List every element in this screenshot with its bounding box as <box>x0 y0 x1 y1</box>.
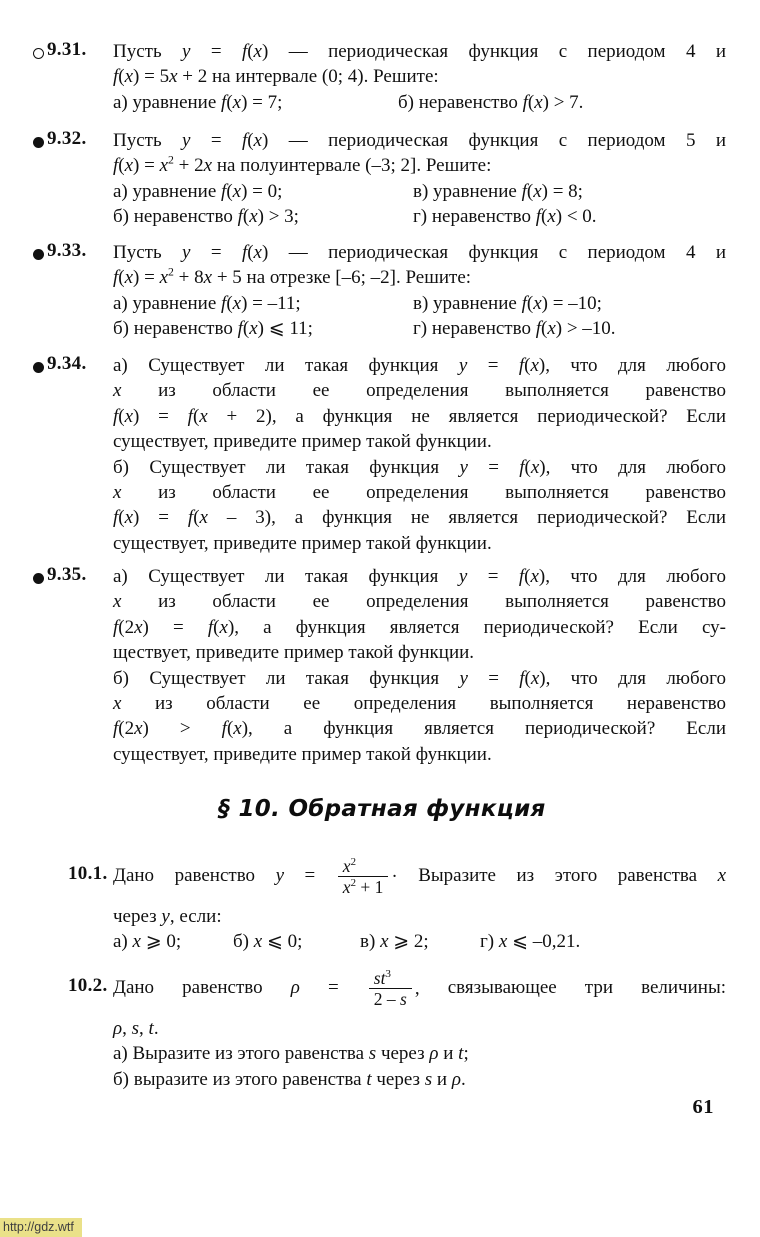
superscript: 2 <box>168 266 174 280</box>
math-var: f <box>113 155 119 177</box>
superscript: 2 <box>350 855 356 868</box>
math-var: s <box>400 989 407 1010</box>
math-var: f <box>221 180 227 202</box>
math-var: s <box>131 1018 140 1039</box>
math-var: y <box>458 566 468 587</box>
problem-number: 9.34. <box>47 353 87 374</box>
math-var: x <box>533 180 542 202</box>
math-var: y <box>182 242 191 263</box>
math-var: y <box>182 41 191 62</box>
problem-subitem: в) уравнение f(x) = 8; <box>413 180 583 202</box>
problem-line: а) Существует ли такая функция y = f(x), что для любого <box>113 355 726 376</box>
problem-line <box>113 929 726 954</box>
problem-line: существует, приведите пример такой функции. <box>113 743 492 765</box>
math-var: x <box>124 66 134 88</box>
math-var: f <box>519 667 525 689</box>
problem-subitem: г) неравенство f(x) > –10. <box>413 318 616 340</box>
math-var: x <box>232 292 242 314</box>
math-var: y <box>182 130 191 151</box>
problem-line <box>113 204 726 229</box>
math-var: x <box>203 155 213 177</box>
problem-line: а) Выразите из этого равенства s через ρ и t; <box>113 1043 469 1065</box>
math-var: x <box>134 616 143 638</box>
problem-subitem: а) уравнение f(x) = 0; <box>113 180 283 202</box>
math-var: ρ <box>451 1068 461 1090</box>
math-var: x <box>199 507 208 529</box>
problem-subitem: б) неравенство f(x) ⩽ 11; <box>113 318 313 340</box>
math-var: f <box>521 292 527 314</box>
problem-line: f(2x) = f(x), а функция является периодической? Если су- <box>113 616 726 638</box>
problem-line: x из области ее определения выполняется неравенство <box>113 692 726 714</box>
punctuation-after-fraction: , <box>414 977 420 999</box>
punctuation-after-fraction: · <box>391 865 398 887</box>
math-var: f <box>241 130 248 151</box>
section-heading: § 10. Обратная функция <box>218 796 546 822</box>
math-var: x <box>113 380 122 402</box>
problem-line: $f(x) = x^2 + 2x$ на полуинтервале (–3; 2]. Решите: <box>113 154 492 177</box>
math-var: x <box>547 318 556 340</box>
problem-line: f(x) = 5x + 2 на интервале (0; 4). Решите: <box>113 66 439 88</box>
math-var: x <box>124 405 134 427</box>
math-var: f <box>521 180 527 202</box>
math-var: f <box>113 267 119 289</box>
math-var: x <box>124 507 134 529</box>
problem-line: Дано равенство y = $\frac{x^2}{x^2 + 1}$ · Выразите из этого равенства x <box>113 855 726 898</box>
problem-line: Пусть y = f(x) — периодическая функция с периодом 5 и <box>113 130 727 151</box>
problem-line: Дано равенство ρ = $\frac{st^3}{2 - s}$ , связывающее три величины: <box>113 967 726 1010</box>
math-var: x <box>113 481 122 503</box>
math-var: x <box>717 865 726 886</box>
math-var: f <box>113 616 119 638</box>
math-var: f <box>187 405 193 427</box>
problem-10.2 <box>38 960 726 1092</box>
math-var: f <box>113 507 119 529</box>
problem-line <box>113 90 726 115</box>
fraction-numerator <box>338 856 389 877</box>
math-var: x <box>533 292 542 314</box>
math-var: f <box>113 66 119 88</box>
math-var: y <box>275 865 285 886</box>
math-var: y <box>459 456 468 478</box>
math-var: f <box>187 507 194 529</box>
superscript: 3 <box>385 967 391 980</box>
math-var: x <box>253 41 262 62</box>
math-var: x <box>199 405 208 427</box>
math-var: x <box>530 355 539 376</box>
fraction-denominator: $x^2 + 1$ <box>338 876 389 898</box>
problem-subitem: а) уравнение f(x) = –11; <box>113 292 301 314</box>
math-var: f <box>535 318 541 340</box>
math-var: ρ <box>429 1043 439 1065</box>
problem-subitem: г) x ⩽ –0,21. <box>480 931 581 953</box>
superscript: 2 <box>350 877 356 890</box>
math-var: x <box>249 206 258 228</box>
math-var: x <box>233 718 242 740</box>
difficulty-open-circle-icon <box>33 48 44 59</box>
problem-line: x из области ее определения выполняется равенство <box>113 380 726 402</box>
problem-line: а) Существует ли такая функция y = f(x), что для любого <box>113 566 726 587</box>
problem-line: f(2x) > f(x), а функция является периодической? Если <box>113 718 726 740</box>
math-var: x <box>134 718 143 740</box>
problem-line <box>113 316 726 341</box>
problem-9.32 <box>38 128 726 230</box>
problem-line: ществует, приведите пример такой функции. <box>113 642 475 664</box>
problem-number: 9.31. <box>47 39 87 60</box>
fraction <box>338 856 389 898</box>
problem-number: 9.32. <box>47 128 87 149</box>
math-var: y <box>458 355 468 376</box>
problem-number: 10.2. <box>68 975 108 996</box>
math-var: x <box>249 318 258 340</box>
problem-number: 10.1. <box>68 863 108 884</box>
problem-subitem: в) x ⩾ 2; <box>360 931 429 953</box>
math-var: x <box>232 91 242 113</box>
problem-10.1 <box>38 848 726 955</box>
problem-subitem: г) неравенство f(x) < 0. <box>413 206 597 228</box>
math-var: x <box>219 616 228 638</box>
math-var: x <box>159 267 169 289</box>
math-var: x <box>342 855 351 876</box>
math-var: f <box>518 566 525 587</box>
math-var: f <box>237 318 243 340</box>
math-var: st <box>373 967 386 988</box>
problem-line: f(x) = f(x + 2), а функция не является периодической? Если <box>113 405 726 427</box>
math-var: f <box>221 91 227 113</box>
math-var: f <box>221 718 227 740</box>
math-var: x <box>342 877 351 898</box>
math-var: f <box>535 206 541 228</box>
math-var: x <box>534 91 543 113</box>
math-var: s <box>368 1043 377 1065</box>
math-var: x <box>530 667 540 689</box>
problem-line: Пусть y = f(x) — периодическая функция с периодом 4 и <box>113 41 727 62</box>
problem-line: б) выразите из этого равенства t через s и ρ. <box>113 1068 466 1090</box>
math-var: f <box>518 355 525 376</box>
problem-subitem: б) неравенство f(x) > 7. <box>398 91 584 113</box>
page-number: 61 <box>692 1096 714 1118</box>
difficulty-filled-circle-icon <box>33 573 44 584</box>
problem-line: $f(x) = x^2 + 8x + 5$ на отрезке [–6; –2]. Решите: <box>113 266 472 289</box>
math-var: x <box>530 456 540 478</box>
problem-line: б) Существует ли такая функция y = f(x), что для любого <box>113 667 726 689</box>
difficulty-filled-circle-icon <box>33 137 44 148</box>
math-var: x <box>498 931 508 953</box>
math-var: x <box>530 566 539 587</box>
superscript: 2 <box>168 154 174 168</box>
problem-subitem: б) неравенство f(x) > 3; <box>113 206 299 228</box>
problem-line: существует, приведите пример такой функции. <box>113 431 492 453</box>
problem-line <box>113 291 726 316</box>
fraction-denominator: 2 – s <box>369 988 412 1010</box>
math-var: x <box>232 180 242 202</box>
problem-line: существует, приведите пример такой функции. <box>113 532 492 554</box>
problem-line: Пусть y = f(x) — периодическая функция с периодом 4 и <box>113 242 727 263</box>
math-var: x <box>132 931 141 953</box>
problem-number: 9.33. <box>47 240 87 261</box>
problem-line: f(x) = f(x – 3), а функция не является периодической? Если <box>113 507 726 529</box>
math-var: s <box>424 1068 433 1090</box>
problem-line <box>113 179 726 204</box>
problem-9.33 <box>38 240 726 342</box>
math-var: f <box>237 206 243 228</box>
math-var: t <box>458 1043 464 1065</box>
math-var: x <box>113 591 122 613</box>
math-var: x <box>124 267 134 289</box>
math-var: x <box>253 242 262 263</box>
watermark-url: http://gdz.wtf <box>0 1218 82 1237</box>
problem-subitem: в) уравнение f(x) = –10; <box>413 292 602 314</box>
problem-line: x из области ее определения выполняется равенство <box>113 481 726 503</box>
problem-line: x из области ее определения выполняется равенство <box>113 591 726 613</box>
problem-line: ρ, s, t. <box>113 1018 159 1039</box>
math-var: ρ <box>290 977 300 998</box>
math-var: f <box>522 91 528 113</box>
math-var: f <box>221 292 227 314</box>
math-var: x <box>124 155 134 177</box>
fraction-numerator <box>369 968 412 989</box>
problem-line: через y, если: <box>113 906 222 927</box>
problem-number: 9.35. <box>47 564 87 585</box>
difficulty-filled-circle-icon <box>33 249 44 260</box>
problem-9.31 <box>38 39 726 115</box>
math-var: f <box>113 718 119 740</box>
math-var: f <box>207 616 214 638</box>
math-var: y <box>161 906 170 927</box>
math-var: x <box>380 931 389 953</box>
problem-9.35 <box>38 564 726 767</box>
math-var: x <box>547 206 556 228</box>
math-var: f <box>241 242 248 263</box>
difficulty-filled-circle-icon <box>33 362 44 373</box>
math-var: f <box>113 405 119 427</box>
problem-subitem: а) уравнение f(x) = 7; <box>113 91 283 113</box>
math-var: x <box>253 931 263 953</box>
problem-line: б) Существует ли такая функция y = f(x), что для любого <box>113 456 726 478</box>
math-var: f <box>241 41 248 62</box>
math-var: x <box>203 267 213 289</box>
math-var: x <box>253 130 262 151</box>
math-var: x <box>159 155 169 177</box>
math-var: x <box>169 66 178 88</box>
math-var: ρ <box>113 1018 123 1039</box>
math-var: f <box>519 456 525 478</box>
problem-subitem: а) x ⩾ 0; <box>113 931 182 953</box>
math-var: t <box>366 1068 372 1090</box>
math-var: t <box>148 1018 154 1039</box>
math-var: y <box>459 667 468 689</box>
problem-9.34 <box>38 353 726 556</box>
problem-subitem: б) x ⩽ 0; <box>233 931 303 953</box>
fraction <box>369 968 412 1010</box>
math-var: x <box>113 692 122 714</box>
